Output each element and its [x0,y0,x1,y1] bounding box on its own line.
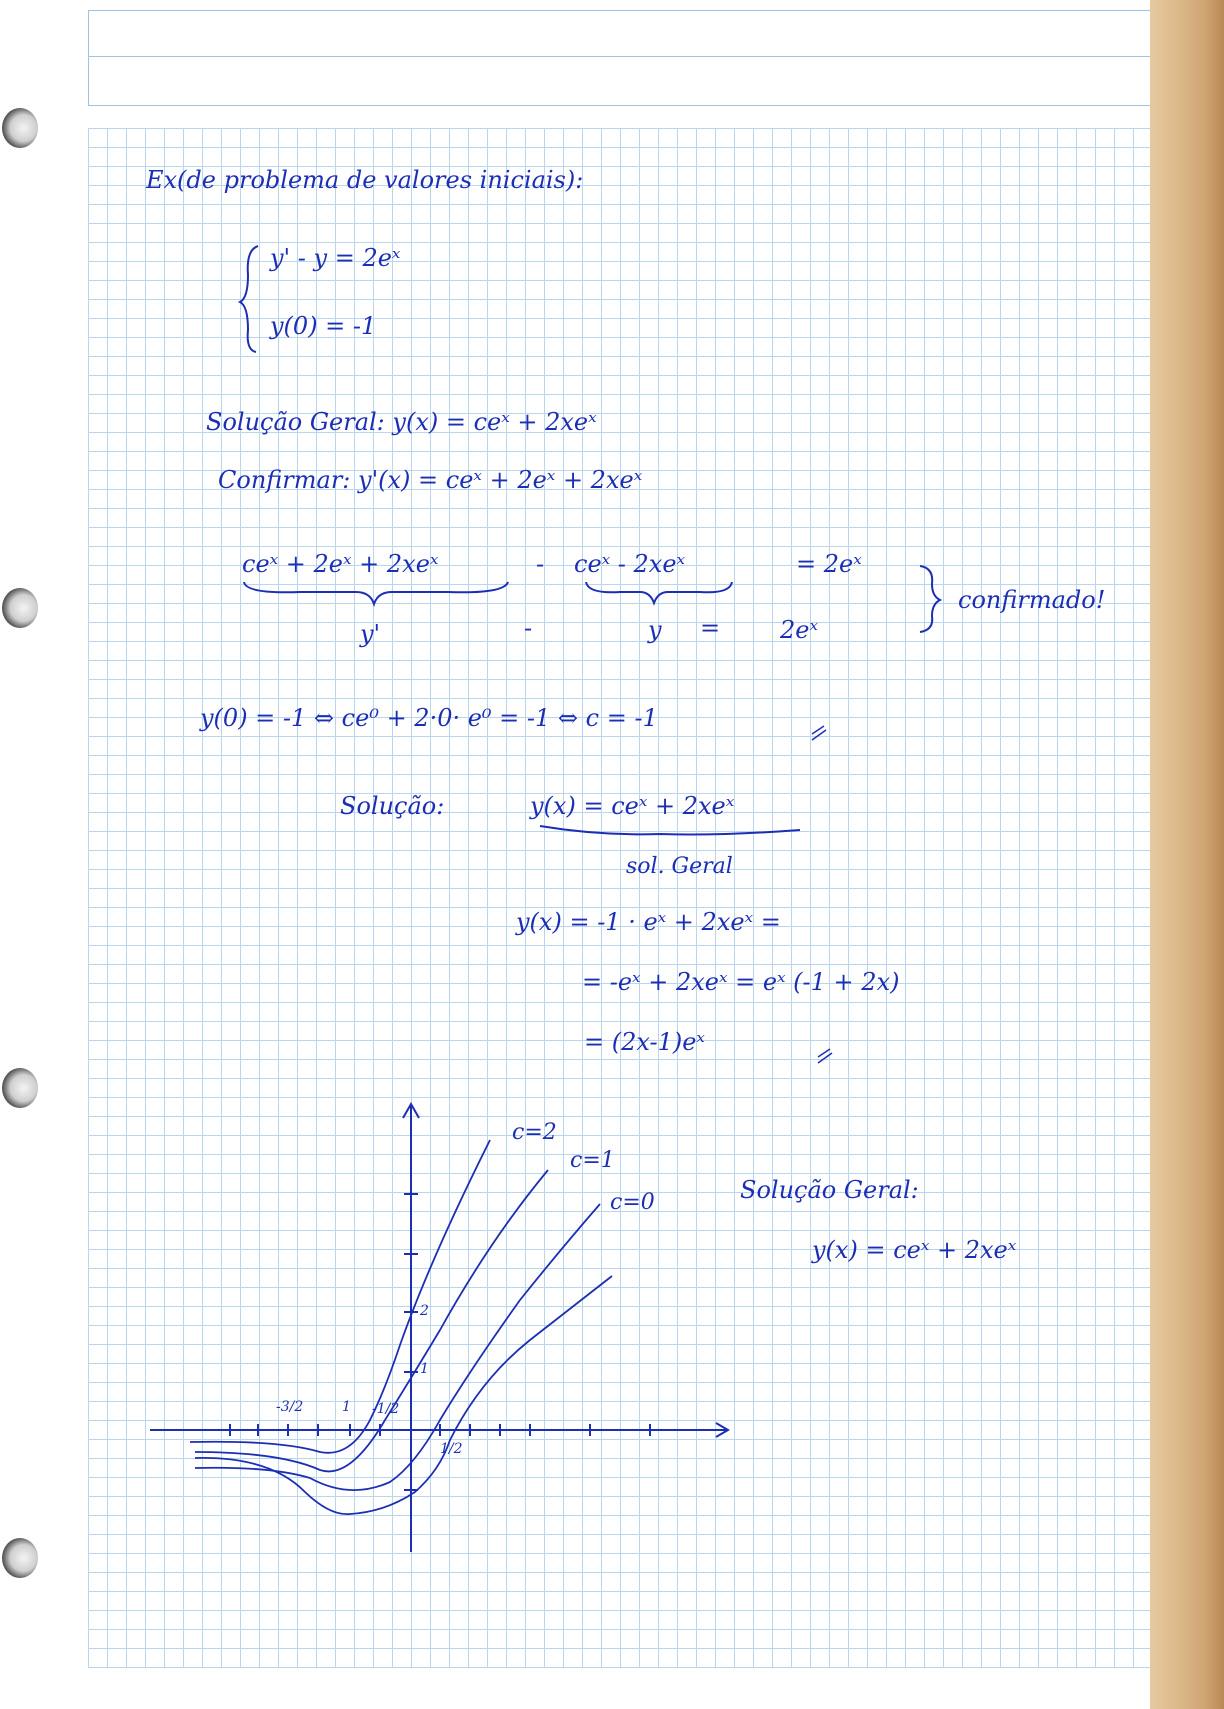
check-minus: - [536,550,545,578]
curve-label-c2: c=2 [512,1120,557,1145]
curve-label-c1: c=1 [570,1148,615,1173]
label-y: y [648,616,662,644]
tick-label: 1 [420,1361,429,1377]
tick-label: 2 [420,1303,429,1319]
side-formula: y(x) = ceˣ + 2xeˣ [812,1236,1017,1264]
confirmed-text: confirmado! [958,586,1106,614]
label-yprime: y' [360,620,381,648]
tick-label: -1/2 [372,1401,400,1417]
system-line-1: y' - y = 2eˣ [270,244,401,272]
tick-label: 1 [342,1399,351,1415]
label-minus: - [524,614,533,642]
curve-label-c0: c=0 [610,1190,655,1215]
initial-condition-line: y(0) = -1 ⇔ ce⁰ + 2·0· e⁰ = -1 ⇔ c = -1 [200,704,658,732]
step-1: y(x) = -1 · eˣ + 2xeˣ = [516,908,781,936]
solution-expression: y(x) = ceˣ + 2xeˣ [530,792,735,820]
tick-label: 1/2 [440,1441,463,1457]
check-left: ceˣ + 2eˣ + 2xeˣ [242,550,439,578]
sol-geral-label: sol. Geral [626,854,733,879]
label-rhs: 2eˣ [780,616,818,644]
system-line-2: y(0) = -1 [270,312,377,340]
label-eq: = [700,614,721,642]
confirm-line: Confirmar: y'(x) = ceˣ + 2eˣ + 2xeˣ [218,466,643,494]
step-3: = (2x-1)eˣ [584,1028,705,1056]
solution-label: Solução: [340,792,445,820]
side-title: Solução Geral: [740,1176,919,1204]
curve-c0 [195,1204,600,1490]
curve-cneg1 [195,1276,612,1514]
tick-label: -3/2 [276,1399,304,1415]
check-eq: = 2eˣ [796,550,862,578]
curve-c1 [195,1170,548,1471]
check-mid: ceˣ - 2xeˣ [574,550,686,578]
general-solution-line: Solução Geral: y(x) = ceˣ + 2xeˣ [206,408,597,436]
step-2: = -eˣ + 2xeˣ = eˣ (-1 + 2x) [582,968,900,996]
exercise-heading: Ex(de problema de valores iniciais): [146,166,584,194]
curve-c2 [190,1140,490,1453]
